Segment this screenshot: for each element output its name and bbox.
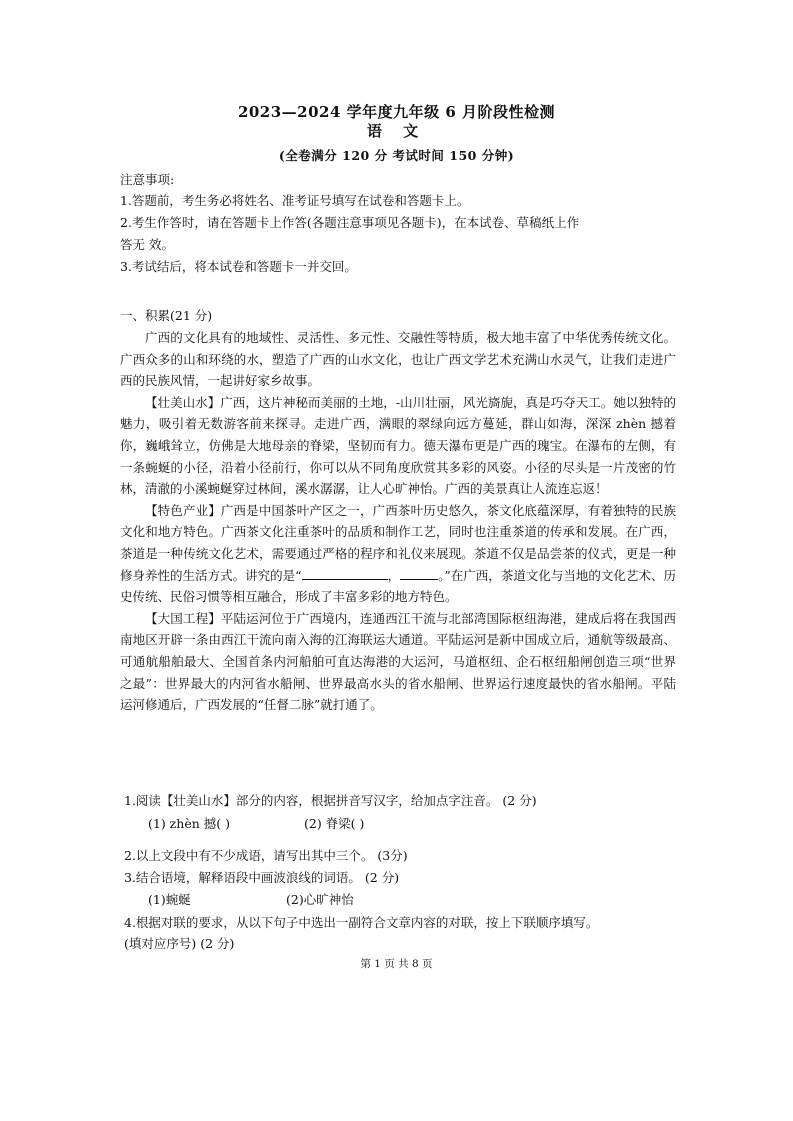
note-item-3: 3.考试结后，将本试卷和答题卡一并交回。 <box>120 259 357 274</box>
question-1: 1.阅读【壮美山水】部分的内容，根据拼音写汉字，给加点字注音。 (2 分) <box>124 793 537 808</box>
section-heading: 一、积累(21 分) <box>120 308 213 323</box>
note-item-2-cont: 答无 效。 <box>120 237 174 252</box>
exam-info: (全卷满分 120 分 考试时间 150 分钟) <box>278 148 515 163</box>
notes-heading: 注意事项: <box>120 172 175 187</box>
question-2: 2.以上文段中有不少成语，请写出其中三个。 (3分) <box>124 848 408 863</box>
intro-paragraph: 广西的文化具有的地域性、灵活性、多元性、交融性等特质，极大地丰富了中华优秀传统文化。广西众多的山和环绕的水，塑造了广西的山水文化，也让广西文学艺术充满山水灵气，让我们走进广西的民族风情，一起讲好家乡故事。 <box>120 330 676 389</box>
question-1-a[interactable]: (1) zhèn 撼( ) <box>148 816 230 831</box>
tea-text-1: 【特色产业】广西是中国茶叶产区之一，广西茶叶历史悠久，茶文化底蕴深厚，有着独特的民族文化和地方特色。广西茶文化注重茶叶的品质和制作工艺，同时也注重茶道的传承和发展。在广西，茶道是一种传统文化艺术，需要通过严格的程序和礼仪来展现。茶道不仅是品尝茶的仪式，更是一种修身养性的生活方式。讲究的是“ <box>120 502 676 583</box>
subject-title: 语 文 <box>366 122 427 140</box>
answer-blank-1[interactable] <box>302 567 388 580</box>
exam-title: 2023—2024 学年度九年级 6 月阶段性检测 <box>237 103 556 121</box>
canal-paragraph: 【大国工程】平陆运河位于广西境内，连通西江干流与北部湾国际枢纽海港，建成后将在我国西南地区开辟一条由西江干流向南入海的江海联运大通道。平陆运河是新中国成立后，通航等级最高、可通航船舶最大、全国首条内河船舶可直达海港的大运河，马道枢纽、企石枢纽船闸创造三项“世界之最”：世界最大的内河省水船闸、世界最高水头的省水船闸、世界运行速度最快的省水船闸。平陆运河修通后，广西发展的“任督二脉”就打通了。 <box>120 610 676 713</box>
question-4-note: (填对应序号) (2 分) <box>124 936 235 951</box>
answer-blank-2[interactable] <box>400 567 438 580</box>
question-3-b: (2)心旷神怡 <box>286 892 354 907</box>
page-footer: 第 1 页 共 8 页 <box>360 958 433 970</box>
tea-text-2: 。”在广西，茶道文化与当地的文化艺术、历史传统、民俗习惯等相互融合，形成了丰富多彩的地方特色。 <box>120 567 676 605</box>
question-1-b[interactable]: (2) 脊梁( ) <box>304 816 365 831</box>
shanshui-paragraph: 【壮美山水】广西，这片神秘而美丽的土地，-山川壮丽，风光旖旎，真是巧夺天工。她以独特的魅力，吸引着无数游客前来探寻。走进广西，满眼的翠绿向远方蔓延，群山如海，深深 zhèn 撼着你，巍峨耸立，仿佛是大地母亲的脊梁，坚韧而有力。德天瀑布更是广西的瑰宝。在瀑布的左侧，有一条蜿蜒的小径，沿着小径前行，你可以从不同角度欣赏其多彩的风姿。小径的尽头是一片茂密的竹林，清澈的小溪蜿蜒穿过林间，溪水潺潺，让人心旷神怡。广西的美景真让人流连忘返！ <box>120 394 676 497</box>
question-3: 3.结合语境，解释语段中画波浪线的词语。 (2 分) <box>124 870 400 885</box>
question-4: 4.根据对联的要求，从以下句子中选出一副符合文章内容的对联，按上下联顺序填写。 <box>124 915 599 930</box>
tea-paragraph <box>120 500 676 608</box>
tea-sep: ， <box>387 567 401 583</box>
note-item-2: 2.考生作答时，请在答题卡上作答(各题注意事项见各题卡)，在本试卷、草稿纸上作 <box>120 215 580 230</box>
passage <box>120 327 676 716</box>
question-3-a: (1)蜿蜒 <box>148 892 191 907</box>
note-item-1: 1.答题前，考生务必将姓名、准考证号填写在试卷和答题卡上。 <box>120 193 470 208</box>
